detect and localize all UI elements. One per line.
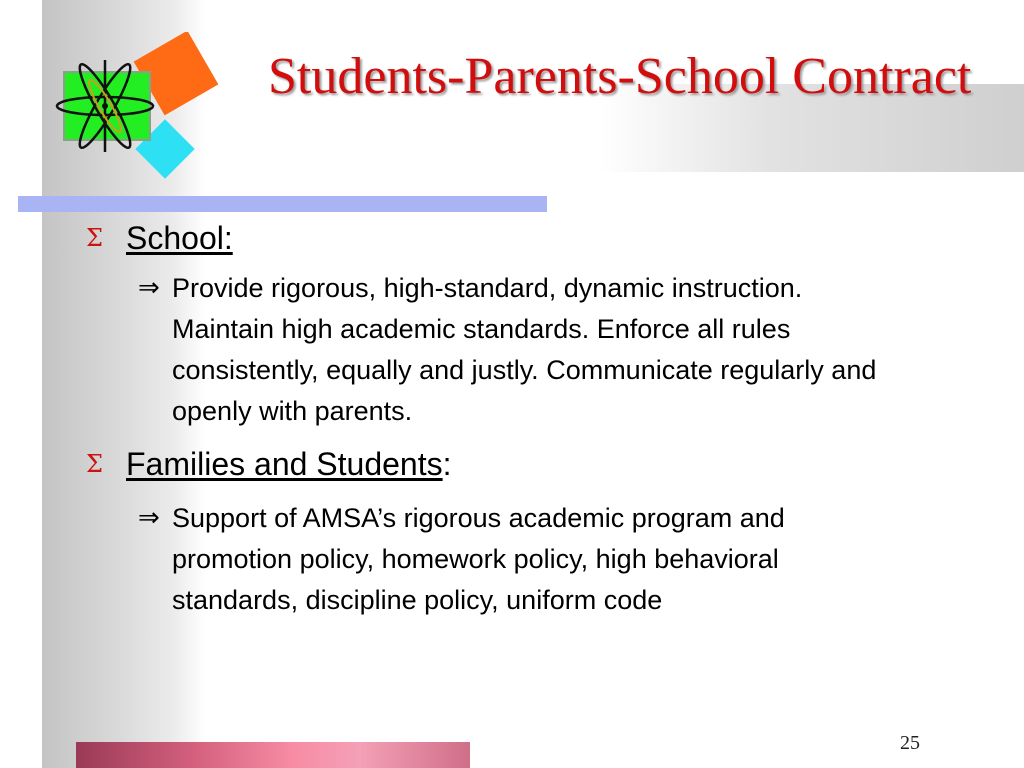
page-number: 25 xyxy=(900,732,920,754)
implies-arrow-icon: ⇒ xyxy=(138,503,160,533)
sub-bullet-school xyxy=(138,268,898,432)
atom-diamond-logo xyxy=(50,32,240,182)
implies-arrow-icon: ⇒ xyxy=(138,273,160,303)
sub-bullet-text: Provide rigorous, high-standard, dynamic instruction. Maintain high academic standards. Enforce all rules consistently, equally and justly. Communicate regularly and openly with parents. xyxy=(172,273,877,426)
bullet-heading-suffix: : xyxy=(442,446,452,482)
sub-bullet-families xyxy=(138,498,898,621)
atom-nucleus xyxy=(102,103,108,109)
bullet-heading-school xyxy=(126,220,233,257)
bullet-heading-families xyxy=(126,446,452,483)
slide-title: Students-Parents-School Contract xyxy=(268,48,972,105)
sub-bullet-text: Support of AMSA’s rigorous academic program and promotion policy, homework policy, high behavioral standards, discipline policy, uniform code xyxy=(172,503,785,615)
bullet-heading-underlined: Families and Students xyxy=(126,446,443,482)
sigma-bullet-icon: Σ xyxy=(86,450,103,478)
bullet-heading-underlined: School: xyxy=(126,220,233,256)
title-underline-bar xyxy=(18,196,547,212)
sigma-bullet-icon: Σ xyxy=(86,224,103,252)
footer-color-bar xyxy=(76,742,470,768)
